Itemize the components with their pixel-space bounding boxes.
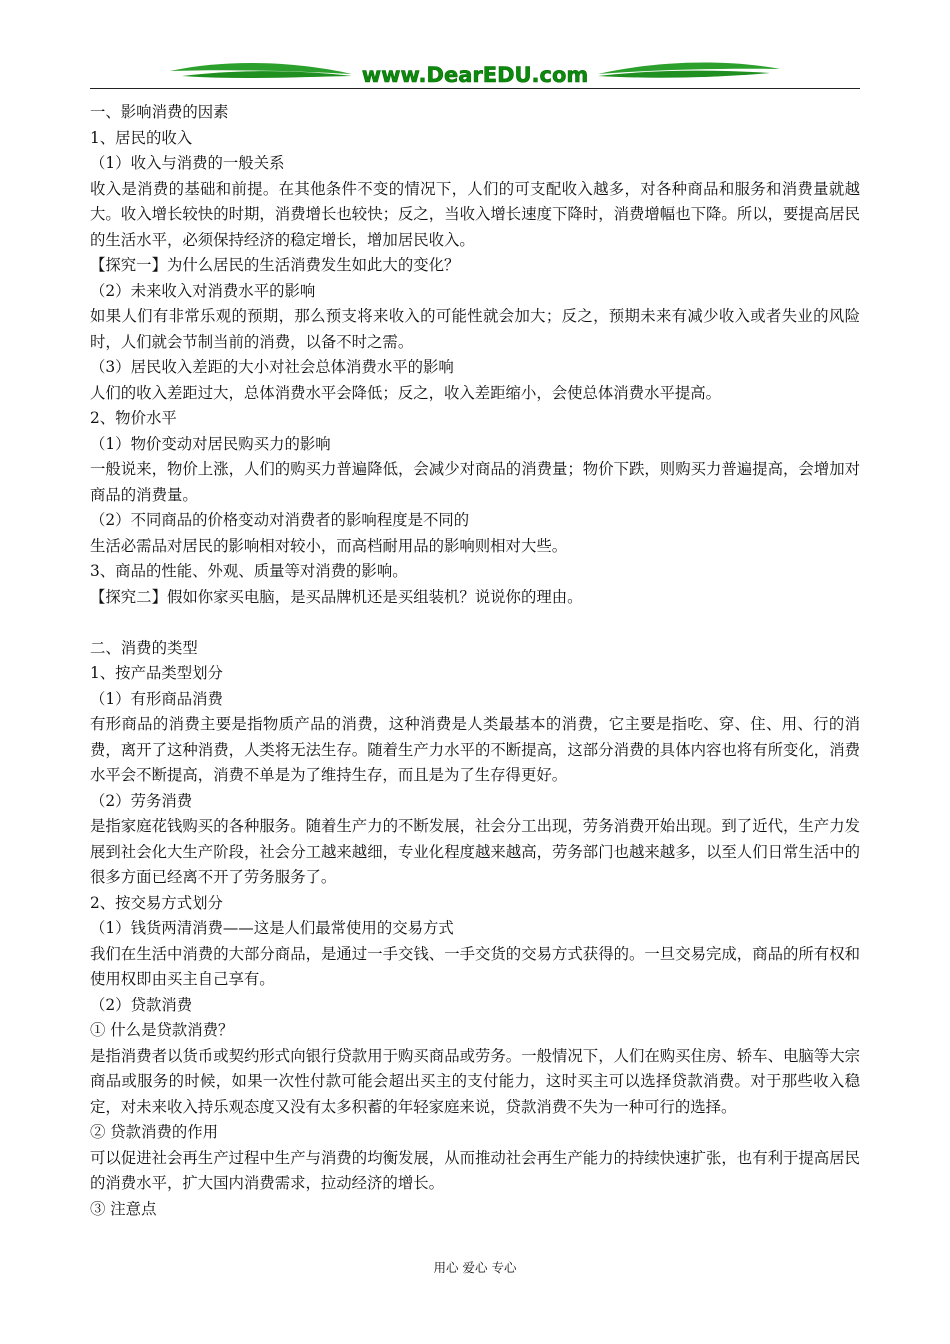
item-heading: （2）不同商品的价格变动对消费者的影响程度是不同的: [90, 511, 470, 529]
section-heading: 二、消费的类型: [90, 638, 198, 657]
item-heading: （3）居民收入差距的大小对社会总体消费水平的影响: [90, 358, 454, 376]
subsection-heading: 1、居民的收入: [90, 128, 193, 147]
point-heading: ② 贷款消费的作用: [90, 1123, 219, 1141]
body-paragraph: 可以促进社会再生产过程中生产与消费的均衡发展，从而推动社会再生产能力的持续快速扩张，也有利于提高居民的消费水平，扩大国内消费需求，拉动经济的增长。: [90, 1148, 860, 1192]
inquiry-question: 【探究二】假如你家买电脑，是买品牌机还是买组装机？说说你的理由。: [90, 587, 583, 606]
page-header: [90, 58, 860, 92]
document-body: [90, 100, 860, 1222]
body-paragraph: 如果人们有非常乐观的预期，那么预支将来收入的可能性就会加大；反之，预期未来有减少收入或者失业的风险时，人们就会节制当前的消费，以备不时之需。: [90, 307, 860, 351]
blank-line: [90, 610, 860, 636]
section-heading: 一、影响消费的因素: [90, 103, 229, 121]
body-paragraph: 收入是消费的基础和前提。在其他条件不变的情况下，人们的可支配收入越多，对各种商品和服务和消费量就越大。收入增长较快的时期，消费增长也较快；反之，当收入增长速度下降时，消费增幅也下降。所以，要提高居民的生活水平，必须保持经济的稳定增长，增加居民收入。: [90, 179, 860, 249]
item-heading: （2）贷款消费: [90, 995, 193, 1014]
site-logo-banner: [90, 58, 860, 90]
item-heading: （2）劳务消费: [90, 791, 193, 810]
item-heading: （1）钱货两清消费——这是人们最常使用的交易方式: [90, 919, 454, 937]
body-paragraph: 生活必需品对居民的影响相对较小，而高档耐用品的影响则相对大些。: [90, 536, 568, 555]
body-paragraph: 有形商品的消费主要是指物质产品的消费，这种消费是人类最基本的消费，它主要是指吃、穿、住、用、行的消费，离开了这种消费，人类将无法生存。随着生产力水平的不断提高，这部分消费的具体内容也将有所变化，消费水平会不断提高，消费不单是为了维持生存，而且是为了生存得更好。: [90, 715, 860, 784]
leaf-swoosh-left-icon: [170, 63, 352, 78]
subsection-heading: 1、按产品类型划分: [90, 664, 223, 682]
item-heading: （1）有形商品消费: [90, 689, 223, 708]
subsection-heading: 2、物价水平: [90, 409, 177, 427]
body-paragraph: 一般说来，物价上涨，人们的购买力普遍降低，会减少对商品的消费量；物价下跌，则购买力普遍提高，会增加对商品的消费量。: [90, 460, 860, 504]
body-paragraph: 人们的收入差距过大，总体消费水平会降低；反之，收入差距缩小，会使总体消费水平提高。: [90, 383, 722, 402]
body-paragraph: 是指家庭花钱购买的各种服务。随着生产力的不断发展，社会分工出现，劳务消费开始出现。到了近代，生产力发展到社会化大生产阶段，社会分工越来越细，专业化程度越来越高，劳务部门也越来越多，以至人们日常生活中的很多方面已经离不开了劳务服务了。: [90, 817, 860, 886]
page-footer: 用心 爱心 专心: [433, 1260, 517, 1275]
subsection-heading: 2、按交易方式划分: [90, 893, 223, 912]
body-paragraph: 是指消费者以货币或契约形式向银行贷款用于购买商品或劳务。一般情况下，人们在购买住房、轿车、电脑等大宗商品或服务的时候，如果一次性付款可能会超出买主的支付能力，这时买主可以选择贷款消费。对于那些收入稳定，对未来收入持乐观态度又没有太多积蓄的年轻家庭来说，贷款消费不失为一种可行的选择。: [90, 1046, 860, 1116]
header-divider: [90, 88, 860, 89]
leaf-swoosh-right-icon: [598, 63, 780, 78]
point-heading: ③ 注意点: [90, 1199, 157, 1218]
subsection-heading: 3、商品的性能、外观、质量等对消费的影响。: [90, 562, 408, 580]
point-heading: ① 什么是贷款消费？: [90, 1021, 234, 1039]
site-url-text: www.DearEDU.com: [361, 63, 589, 87]
item-heading: （1）收入与消费的一般关系: [90, 154, 285, 172]
item-heading: （1）物价变动对居民购买力的影响: [90, 434, 331, 453]
inquiry-question: 【探究一】为什么居民的生活消费发生如此大的变化？: [90, 256, 460, 274]
item-heading: （2）未来收入对消费水平的影响: [90, 281, 316, 300]
body-paragraph: 我们在生活中消费的大部分商品，是通过一手交钱、一手交货的交易方式获得的。一旦交易完成，商品的所有权和使用权即由买主自己享有。: [90, 944, 860, 988]
